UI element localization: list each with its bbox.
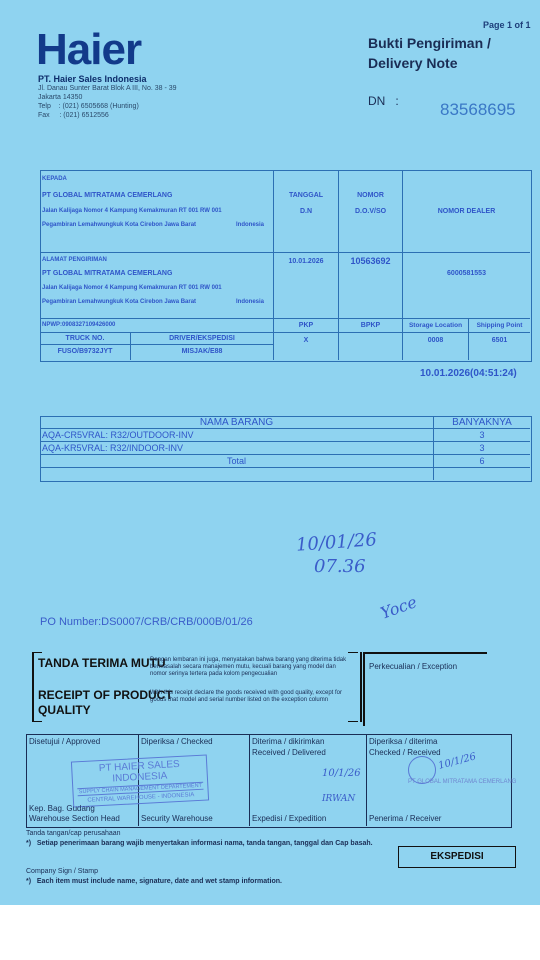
fax-line: Fax : (021) 6512556 xyxy=(38,112,109,119)
consignee-name: PT GLOBAL MITRATAMA CEMERLANG xyxy=(42,192,173,199)
handwritten-date-2: 10/1/26 xyxy=(322,768,361,779)
stamp-line-2: SUPPLY CHAIN MANAGEMENT DEPARTEMENT xyxy=(78,782,203,796)
po-number: PO Number:DS0007/CRB/CRB/000B/01/26 xyxy=(40,616,253,628)
item-qty: 3 xyxy=(479,430,485,440)
frame-corner xyxy=(348,721,358,722)
divider xyxy=(40,454,530,455)
ship-country: Indonesia xyxy=(236,299,265,305)
dn-label: DN : xyxy=(368,94,399,108)
nomor-label: NOMOR xyxy=(357,192,384,199)
pkp-label: PKP xyxy=(298,322,314,329)
footer-line-4: *) Each item must include name, signature, date and wet stamp information. xyxy=(26,878,282,885)
receipt-title-en-1: RECEIPT OF PRODUCT xyxy=(38,688,173,702)
shipping-value: 6501 xyxy=(491,337,508,344)
ship-addr2: Pegambiran Lemahwungkuk Kota Cirebon Jawa Barat xyxy=(42,299,197,305)
doc-title-line2: Delivery Note xyxy=(368,55,458,71)
total-qty: 6 xyxy=(479,456,485,466)
driver-label: DRIVER/EKSPEDISI xyxy=(169,335,235,342)
receiver-stamp: PT GLOBAL MITRATAMA CEMERLANG xyxy=(408,779,517,785)
address-line: Jakarta 14350 xyxy=(38,94,83,101)
handwritten-time: 07.36 xyxy=(314,556,366,577)
receiver-label: Penerima / Receiver xyxy=(369,814,442,823)
storage-label: Storage Location xyxy=(408,322,463,329)
total-label: Total xyxy=(226,456,246,466)
item-name: AQA-CR5VRAL: R32/OUTDOOR-INV xyxy=(42,430,194,440)
print-timestamp: 10.01.2026(04:51:24) xyxy=(420,368,517,379)
tanggal-sub: D.N xyxy=(299,208,313,215)
receipt-desc-en: With this receipt declare the goods received with good quality, except for goods that model and serial number listed on the exception column xyxy=(150,690,342,703)
item-name-header: NAMA BARANG xyxy=(199,417,274,428)
storage-value: 0008 xyxy=(427,337,444,344)
page-indicator: Page 1 of 1 xyxy=(483,20,531,30)
company-name: PT. Haier Sales Indonesia xyxy=(38,74,147,84)
dn-number: 83568695 xyxy=(440,100,516,119)
received-label-1: Diterima / dikirimkan xyxy=(252,737,325,746)
dealer-label: NOMOR DEALER xyxy=(437,208,496,215)
checked-label: Diperiksa / Checked xyxy=(141,737,213,746)
received-label-2: Received / Delivered xyxy=(252,748,326,757)
receipt-title-en-2: QUALITY xyxy=(38,703,91,717)
divider xyxy=(40,344,273,345)
ekspedisi-badge: EKSPEDISI xyxy=(398,846,516,868)
stamp-line-3: CENTRAL WAREHOUSE - INDONESIA xyxy=(87,792,195,804)
haier-logo: Haier xyxy=(36,25,142,74)
checked-received-label-1: Diperiksa / diterima xyxy=(369,737,438,746)
ship-label: ALAMAT PENGIRIMAN xyxy=(42,257,107,263)
security-label: Security Warehouse xyxy=(141,814,213,823)
nomor-sub: D.O.V/SO xyxy=(354,208,387,215)
tanggal-label: TANGGAL xyxy=(288,192,324,199)
shipping-label: Shipping Point xyxy=(476,322,523,329)
receipt-title-id: TANDA TERIMA MUTU xyxy=(38,656,166,670)
handwritten-name: IRWAN xyxy=(322,794,356,804)
item-qty-header: BANYAKNYA xyxy=(452,417,512,428)
company-stamp xyxy=(71,754,209,807)
npwp: NPWP:0908327109426000 xyxy=(42,322,116,328)
doc-title-line1: Bukti Pengiriman / xyxy=(368,35,491,51)
order-value: 10563692 xyxy=(350,256,391,266)
bpkp-label: BPKP xyxy=(360,322,381,329)
divider xyxy=(40,467,530,468)
item-qty: 3 xyxy=(479,443,485,453)
footer-line-3: Company Sign / Stamp xyxy=(26,868,98,875)
footer-line-2: *) Setiap penerimaan barang wajib menyertakan informasi nama, tanda tangan, tanggal dan Cap basah. xyxy=(26,840,373,847)
stamp-line-1: PT HAIER SALES INDONESIA xyxy=(98,758,180,785)
dealer-value: 6000581553 xyxy=(447,270,486,277)
handwritten-date: 10/01/26 xyxy=(295,529,378,556)
handwritten-signature: Yoce xyxy=(377,592,420,623)
divider xyxy=(366,734,367,826)
wh-head-label-2: Warehouse Section Head xyxy=(29,814,120,823)
divider xyxy=(249,734,250,826)
frame-corner xyxy=(32,652,42,653)
address-line: Jl. Danau Sunter Barat Blok A III, No. 38 - 39 xyxy=(38,85,177,92)
divider xyxy=(40,332,530,333)
pkp-value: X xyxy=(303,337,309,344)
checked-received-label-2: Checked / Received xyxy=(369,748,441,757)
truck-value: FUSO/B9732JYT xyxy=(57,348,113,355)
phone-line: Telp : (021) 6505668 (Hunting) xyxy=(38,103,139,110)
ship-addr1: Jalan Kalijaga Nomor 4 Kampung Kemakmuran RT 001 RW 001 xyxy=(42,285,222,291)
consignee-country: Indonesia xyxy=(236,222,265,228)
wh-head-label-1: Kep. Bag. Gudang xyxy=(29,804,95,813)
truck-label: TRUCK NO. xyxy=(65,335,105,342)
divider xyxy=(40,441,530,442)
handwritten-date-3: 10/1/26 xyxy=(437,751,478,772)
exception-label: Perkecualian / Exception xyxy=(369,662,458,671)
to-label: KEPADA xyxy=(42,176,67,182)
consignee-addr1: Jalan Kalijaga Nomor 4 Kampung Kemakmuran RT 001 RW 001 xyxy=(42,208,222,214)
divider xyxy=(40,318,530,319)
frame-corner xyxy=(32,721,42,722)
divider xyxy=(40,428,530,429)
frame-corner xyxy=(348,652,358,653)
expedition-label: Expedisi / Expedition xyxy=(252,814,327,823)
driver-value: MISJAK/E88 xyxy=(181,348,223,355)
approved-label: Disetujui / Approved xyxy=(29,737,101,746)
consignee-addr2: Pegambiran Lemahwungkuk Kota Cirebon Jawa Barat xyxy=(42,222,197,228)
divider xyxy=(40,252,530,253)
item-name: AQA-KR5VRAL: R32/INDOOR-INV xyxy=(42,443,184,453)
receipt-desc-id: Dengan lembaran ini juga, menyatakan bahwa barang yang diterima tidak bermasalah secara manajemen mutu, kecuali barang yang model dan nomor serinya tertera pada kolom pengecualian xyxy=(150,657,347,677)
ship-name: PT GLOBAL MITRATAMA CEMERLANG xyxy=(42,270,173,277)
date-value: 10.01.2026 xyxy=(288,258,324,265)
footer-line-1: Tanda tangan/cap perusahaan xyxy=(26,830,121,837)
